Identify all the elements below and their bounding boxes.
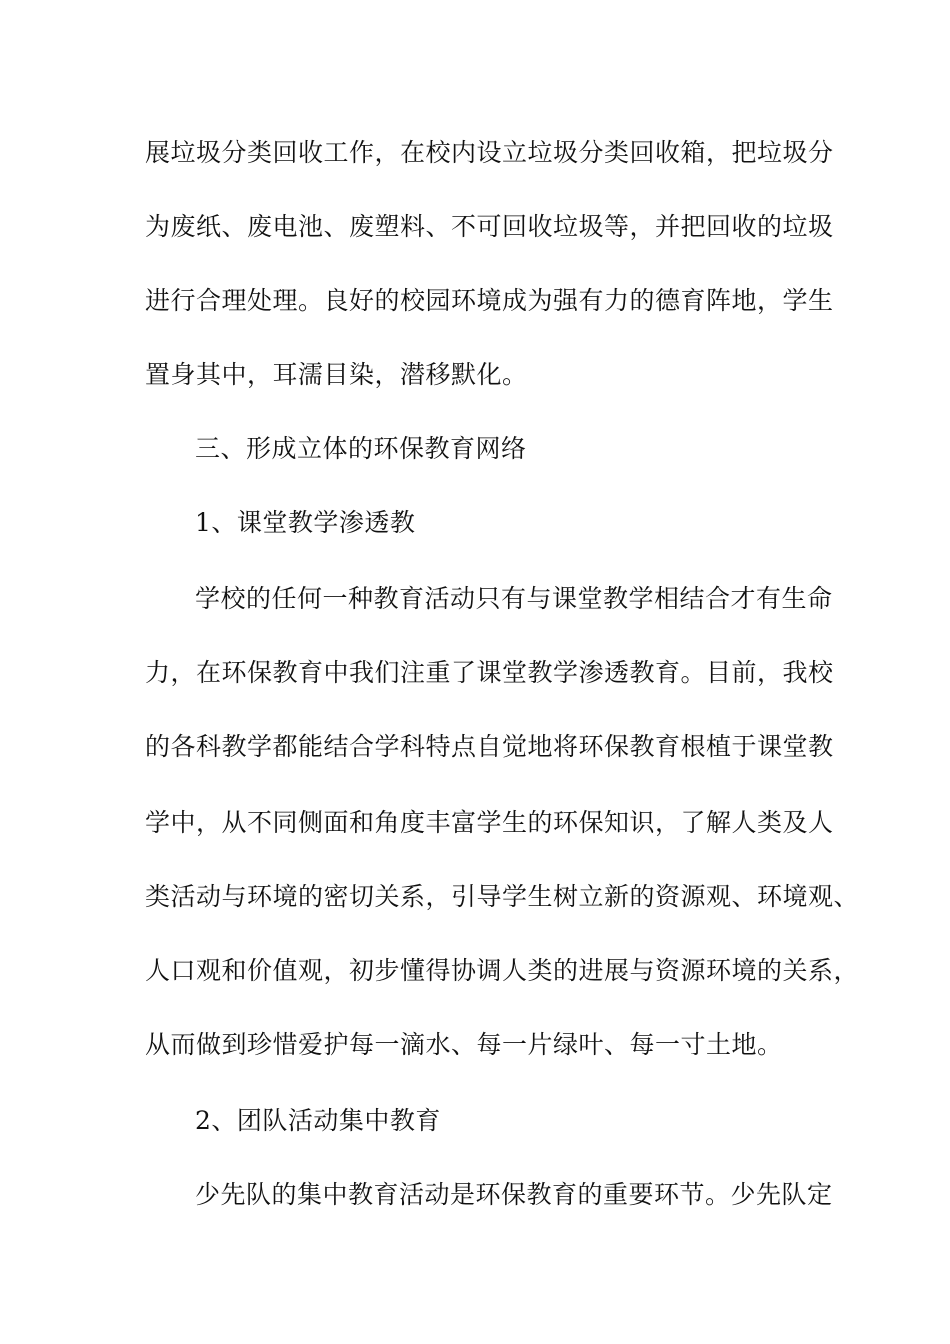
paragraph-line: 进行合理处理。良好的校园环境成为强有力的德育阵地，学生 <box>145 286 834 315</box>
paragraph-line: 学校的任何一种教育活动只有与课堂教学相结合才有生命 <box>195 584 833 613</box>
paragraph-line: 学中，从不同侧面和角度丰富学生的环保知识，了解人类及人 <box>145 808 834 837</box>
section-heading: 三、形成立体的环保教育网络 <box>195 434 527 463</box>
subsection-heading: 1、课堂教学渗透教 <box>195 508 416 537</box>
paragraph-line: 的各科教学都能结合学科特点自觉地将环保教育根植于课堂教 <box>145 732 834 761</box>
paragraph-line: 从而做到珍惜爱护每一滴水、每一片绿叶、每一寸土地。 <box>145 1030 783 1059</box>
paragraph-line: 展垃圾分类回收工作，在校内设立垃圾分类回收箱，把垃圾分 <box>145 138 834 167</box>
paragraph-line: 类活动与环境的密切关系，引导学生树立新的资源观、环境观、 <box>145 882 860 911</box>
paragraph-line: 为废纸、废电池、废塑料、不可回收垃圾等，并把回收的垃圾 <box>145 212 834 241</box>
paragraph-line: 置身其中，耳濡目染，潜移默化。 <box>145 360 528 389</box>
paragraph-line: 力，在环保教育中我们注重了课堂教学渗透教育。目前，我校 <box>145 658 834 687</box>
paragraph-line: 人口观和价值观，初步懂得协调人类的进展与资源环境的关系， <box>145 956 860 985</box>
subsection-heading: 2、团队活动集中教育 <box>195 1106 441 1135</box>
paragraph-line: 少先队的集中教育活动是环保教育的重要环节。少先队定 <box>195 1180 833 1209</box>
